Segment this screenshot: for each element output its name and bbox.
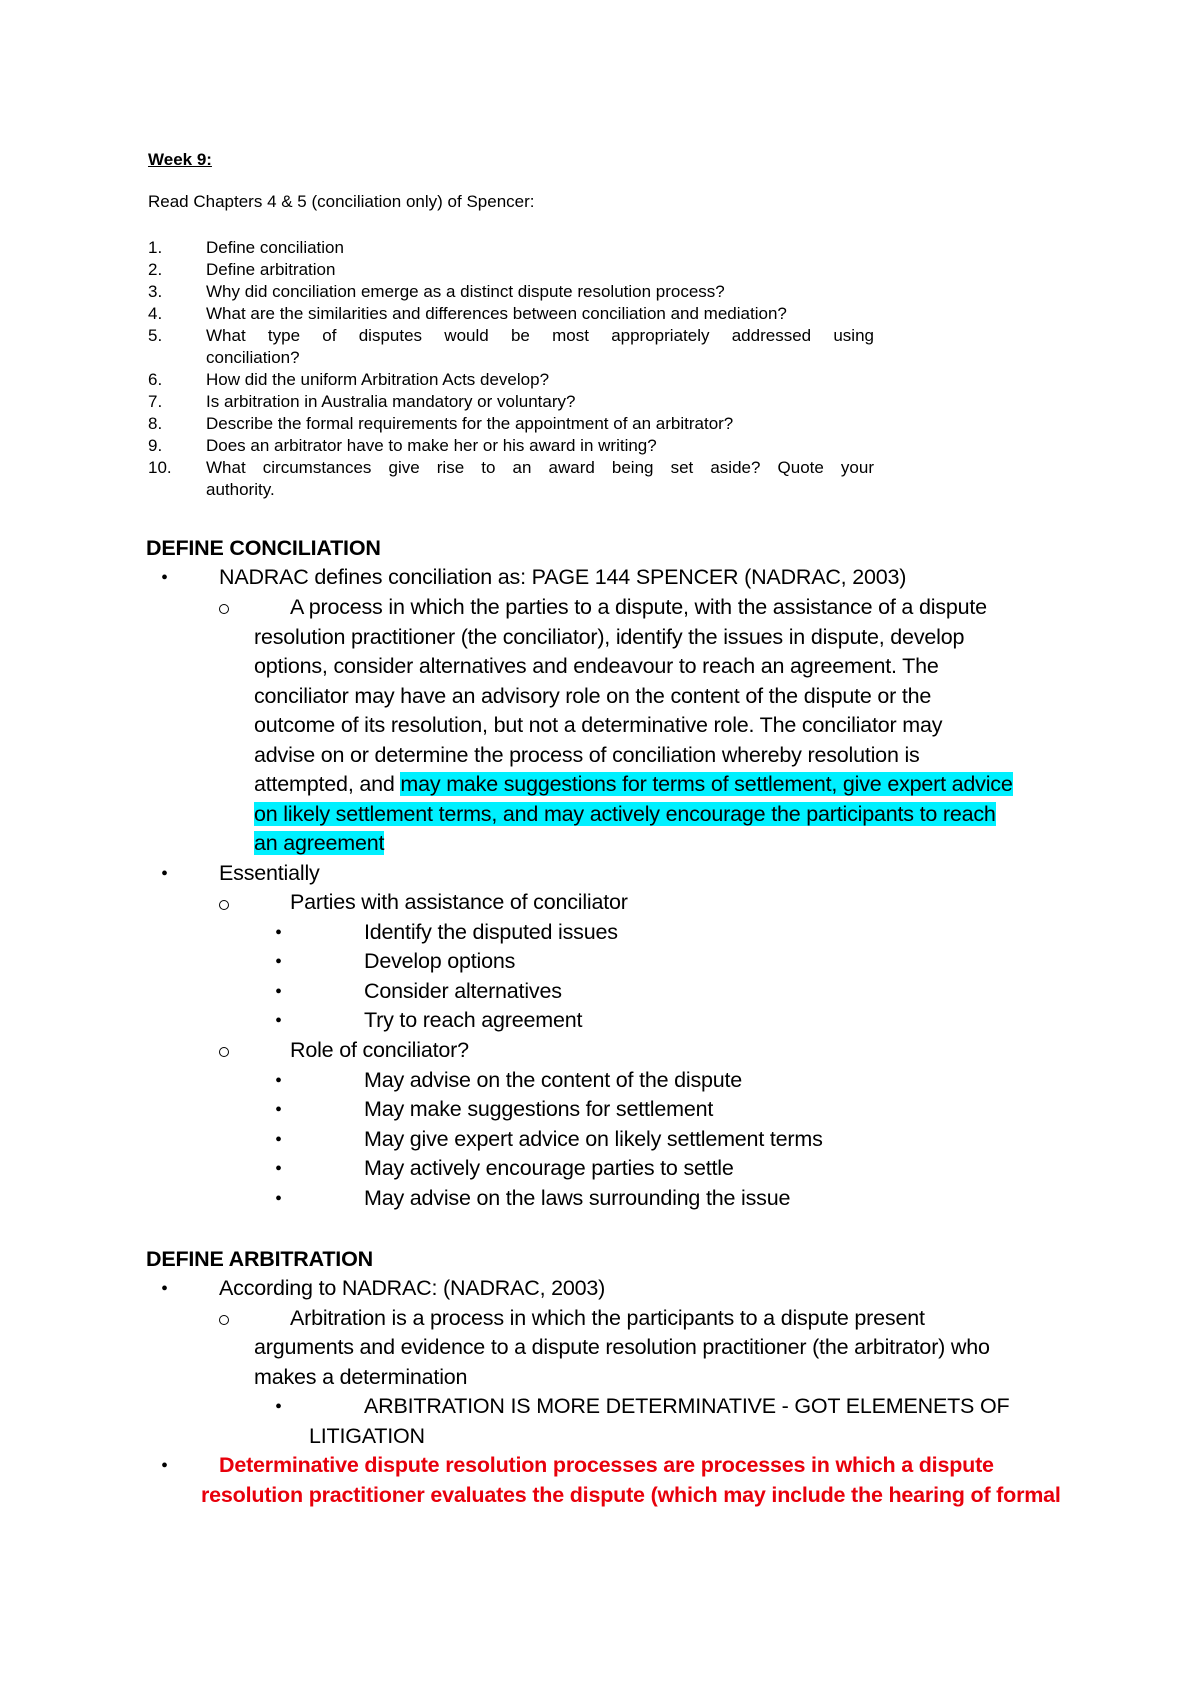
- reading-instruction: Read Chapters 4 & 5 (conciliation only) of Spencer:: [148, 192, 535, 211]
- conciliation-heading: DEFINE CONCILIATION: [146, 536, 381, 560]
- determinative-definition-line: resolution practitioner evaluates the dispute (which may include the hearing of formal: [201, 1483, 1061, 1507]
- question-text: Describe the formal requirements for the appointment of an arbitrator?: [206, 414, 734, 433]
- question-text: What type of disputes would be most appropriately addressed using: [206, 326, 874, 345]
- conciliation-sub-heading: Role of conciliator?: [290, 1038, 469, 1062]
- bullet-icon: •: [275, 1396, 283, 1418]
- bullet-icon: •: [161, 1278, 169, 1300]
- question-number: 9.: [148, 436, 163, 455]
- list-item: May advise on the laws surrounding the issue: [364, 1186, 791, 1210]
- bullet-icon: •: [275, 1099, 283, 1121]
- bullet-icon: •: [275, 951, 283, 973]
- hollow-bullet-icon: [219, 900, 229, 910]
- question-text: Why did conciliation emerge as a distinct dispute resolution process?: [206, 282, 725, 301]
- conciliation-definition-line: conciliator may have an advisory role on the content of the dispute or the: [254, 684, 932, 708]
- bullet-icon: •: [275, 1010, 283, 1032]
- question-number: 10.: [148, 458, 172, 477]
- conciliation-bullet-essentially: Essentially: [219, 861, 320, 885]
- question-text: Define arbitration: [206, 260, 336, 279]
- hollow-bullet-icon: [219, 604, 229, 614]
- list-item: Try to reach agreement: [364, 1008, 583, 1032]
- highlighted-text: may make suggestions for terms of settlement, give expert advice: [400, 772, 1013, 796]
- arbitration-bullet-nadrac: According to NADRAC: (NADRAC, 2003): [219, 1276, 606, 1300]
- conciliation-definition-line: advise on or determine the process of conciliation whereby resolution is: [254, 743, 920, 767]
- question-number: 4.: [148, 304, 163, 323]
- conciliation-definition-line: A process in which the parties to a dispute, with the assistance of a dispute: [290, 595, 987, 619]
- bullet-icon: •: [275, 922, 283, 944]
- week-title: Week 9:: [148, 150, 212, 169]
- question-text: How did the uniform Arbitration Acts develop?: [206, 370, 550, 389]
- conciliation-definition-line: options, consider alternatives and endeavour to reach an agreement. The: [254, 654, 939, 678]
- list-item: May make suggestions for settlement: [364, 1097, 714, 1121]
- bullet-icon: •: [161, 1455, 169, 1477]
- arbitration-heading: DEFINE ARBITRATION: [146, 1247, 373, 1271]
- conciliation-bullet-nadrac: NADRAC defines conciliation as: PAGE 144 SPENCER (NADRAC, 2003): [219, 565, 907, 589]
- question-text: Does an arbitrator have to make her or his award in writing?: [206, 436, 657, 455]
- question-number: 7.: [148, 392, 163, 411]
- highlighted-text: on likely settlement terms, and may actively encourage the participants to reach: [254, 802, 996, 826]
- conciliation-sub-heading: Parties with assistance of conciliator: [290, 890, 628, 914]
- bullet-icon: •: [275, 1070, 283, 1092]
- hollow-bullet-icon: [219, 1315, 229, 1325]
- question-text: What are the similarities and differences between conciliation and mediation?: [206, 304, 787, 323]
- list-item: Develop options: [364, 949, 516, 973]
- conciliation-definition-line: resolution practitioner (the conciliator), identify the issues in dispute, develop: [254, 625, 965, 649]
- question-number: 3.: [148, 282, 163, 301]
- arbitration-definition-line: arguments and evidence to a dispute resolution practitioner (the arbitrator) who: [254, 1335, 990, 1359]
- question-text-continued: conciliation?: [206, 348, 300, 367]
- question-text: Is arbitration in Australia mandatory or voluntary?: [206, 392, 576, 411]
- conciliation-definition-line: [254, 831, 384, 856]
- question-text: What circumstances give rise to an award being set aside? Quote your: [206, 458, 874, 477]
- question-text-continued: authority.: [206, 480, 275, 499]
- question-number: 8.: [148, 414, 163, 433]
- list-item: May actively encourage parties to settle: [364, 1156, 734, 1180]
- bullet-icon: •: [161, 863, 169, 885]
- question-number: 6.: [148, 370, 163, 389]
- highlighted-text: an agreement: [254, 831, 385, 855]
- hollow-bullet-icon: [219, 1047, 229, 1057]
- definition-plain-text: attempted, and: [254, 772, 401, 796]
- bullet-icon: •: [275, 1158, 283, 1180]
- list-item: May advise on the content of the dispute: [364, 1068, 743, 1092]
- arbitration-definition-line: makes a determination: [254, 1365, 468, 1389]
- list-item: Consider alternatives: [364, 979, 562, 1003]
- bullet-icon: •: [275, 981, 283, 1003]
- determinative-definition-line: Determinative dispute resolution processes are processes in which a dispute: [219, 1453, 994, 1477]
- bullet-icon: •: [161, 567, 169, 589]
- list-item: May give expert advice on likely settlement terms: [364, 1127, 823, 1151]
- bullet-icon: •: [275, 1129, 283, 1151]
- arbitration-definition-line: Arbitration is a process in which the participants to a dispute present: [290, 1306, 925, 1330]
- conciliation-definition-line: [254, 802, 996, 827]
- conciliation-definition-line: [254, 772, 1013, 797]
- arbitration-note-line: ARBITRATION IS MORE DETERMINATIVE - GOT ELEMENETS OF: [364, 1394, 1010, 1418]
- question-number: 2.: [148, 260, 163, 279]
- question-number: 5.: [148, 326, 163, 345]
- conciliation-definition-line: outcome of its resolution, but not a determinative role. The conciliator may: [254, 713, 943, 737]
- bullet-icon: •: [275, 1188, 283, 1210]
- question-number: 1.: [148, 238, 163, 257]
- list-item: Identify the disputed issues: [364, 920, 618, 944]
- arbitration-note-line: LITIGATION: [309, 1424, 425, 1448]
- question-text: Define conciliation: [206, 238, 344, 257]
